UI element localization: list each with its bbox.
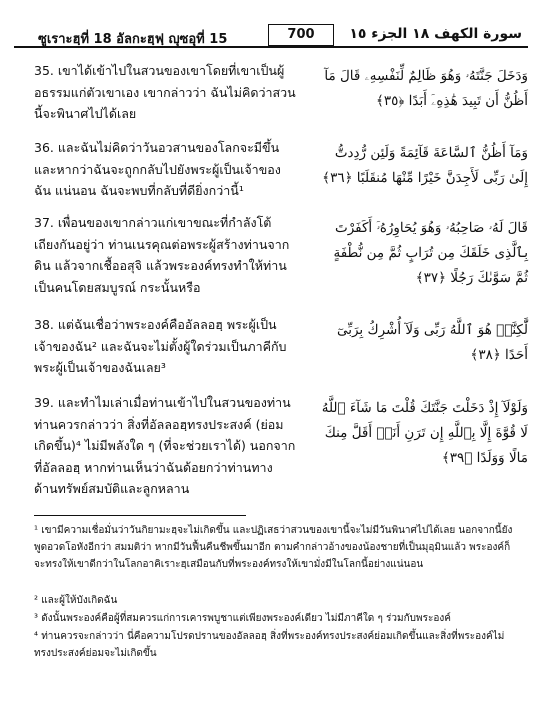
verse-arabic: لَّٰكِنَّا۠ هُوَ ٱللَّهُ رَبِّى وَلَآ أُشْرِكُ بِرَبِّىٓ أَحَدًا ﴿٣٨﴾: [336, 322, 528, 363]
page-number: 700: [268, 24, 334, 46]
header-surah-arabic: سورة الكهف ١٨ الجزء ١٥: [349, 26, 522, 42]
verse-arabic: وَدَخَلَ جَنَّتَهُۥ وَهُوَ ظَالِمٌ لِّنَفْسِهِۦ قَالَ مَآ أَظُنُّ أَن تَبِيدَ هَٰذِهِۦٓ أَبَدًا ﴿٣٥﴾: [324, 68, 528, 109]
page-header: [14, 24, 528, 48]
verse-arabic: وَمَآ أَظُنُّ ٱلسَّاعَةَ قَآئِمَةً وَلَئِن رُّدِدتُّ إِلَىٰ رَبِّى لَأَجِدَنَّ خَيْرًا مِّنْهَا مُنقَلَبًا ﴿٣٦﴾: [322, 145, 528, 186]
verse-translation: 38. แต่ฉันเชื่อว่าพระองค์คืออัลลอฮฺ พระผู้เป็นเจ้าของฉัน² และฉันจะไม่ตั้งผู้ใดร่วมเป็นภาคีกับพระผู้เป็นเจ้าของฉันเลย³: [34, 317, 287, 375]
footnote-4: ⁴ ท่านควรจะกล่าวว่า นี่คือความโปรดปรานของอัลลอฮฺ สิ่งที่พระองค์ทรงประสงค์ย่อมเกิดขึ้นและสิ่งที่พระองค์ไม่ทรงประสงค์ย่อมจะไม่เกิดขึ้น: [34, 631, 505, 659]
footnote-3: ³ ดังนั้นพระองค์คือผู้ที่สมควรแก่การเคารพบูชาแต่เพียงพระองค์เดียว ไม่มีภาคีใด ๆ ร่วมกับพระองค์: [34, 613, 451, 624]
verse-translation: 35. เขาได้เข้าไปในสวนของเขาโดยที่เขาเป็นผู้อธรรมแก่ตัวเขาเอง เขากล่าวว่า ฉันไม่คิดว่าสวนนี้จะพินาศไปได้เลย: [34, 63, 296, 121]
verse-arabic: وَلَوْلَآ إِذْ دَخَلْتَ جَنَّتَكَ قُلْتَ مَا شَآءَ ٱللَّهُ لَا قُوَّةَ إِلَّا بِٱللَّهِ إِن تَرَنِ أَنَا۠ أَقَلَّ مِنكَ مَالًا وَوَلَدًا ﴿٣٩﴾: [321, 400, 528, 466]
footnote-2: ² และผู้ให้บังเกิดฉัน: [34, 595, 118, 606]
verse-translation: 39. และทำไมเล่าเมื่อท่านเข้าไปในสวนของท่าน ท่านควรกล่าวว่า สิ่งที่อัลลอฮฺทรงประสงค์ (ย่อมเกิดขึ้น)⁴ ไม่มีพลังใด ๆ (ที่จะช่วยเราได้) นอกจากที่อัลลอฮฺ หากท่านเห็นว่าฉันด้อยกว่าท่านทางด้านทรัพย์สมบัติและลูกหลาน: [34, 395, 296, 496]
verse-arabic: قَالَ لَهُۥ صَاحِبُهُۥ وَهُوَ يُحَاوِرُهُۥٓ أَكَفَرْتَ بِٱلَّذِى خَلَقَكَ مِن تُرَابٍ ثُمَّ مِن نُّطْفَةٍ ثُمَّ سَوَّىٰكَ رَجُلًا ﴿٣٧﴾: [333, 220, 528, 286]
footnote-1: ¹ เขามีความเชื่อมั่นว่าวันกิยามะฮฺจะไม่เกิดขึ้น และปฏิเสธว่าสวนของเขานี้จะไม่มีวันพินาศไปได้เลย นอกจากนี้ยังพูดอวดโอหังอีกว่า สมมติว่า หากมีวันฟื้นคืนชีพขึ้นมาอีก ตามคำกล่าวอ้างของน้องชายที่เป็นมุอฺมินแล้ว พระองค์ก็จะทรงให้เขาดีกว่าในโลกอาคิเราะฮฺเสมือนกับที่พระองค์ทรงให้เขามั่งมีในโลกนี้อย่างแน่นอน: [34, 525, 513, 570]
verse-translation: 37. เพื่อนของเขากล่าวแก่เขาขณะที่กำลังโต้เถียงกันอยู่ว่า ท่านเนรคุณต่อพระผู้สร้างท่านจากดิน แล้วจากเชื้ออสุจิ แล้วพระองค์ทรงทำให้ท่านเป็นคนโดยสมบูรณ์ กระนั้นหรือ: [34, 215, 290, 295]
header-surah-thai: ซูเราะฮฺที่ 18 อัลกะฮฺฟฺ ญุซอุที่ 15: [38, 32, 228, 47]
verse-translation: 36. และฉันไม่คิดว่าวันอวสานของโลกจะมีขึ้น และหากว่าฉันจะถูกกลับไปยังพระผู้เป็นเจ้าของฉัน แน่นอน ฉันจะพบที่กลับที่ดียิ่งกว่านี้¹: [34, 140, 281, 198]
footnote-divider: [34, 515, 246, 516]
